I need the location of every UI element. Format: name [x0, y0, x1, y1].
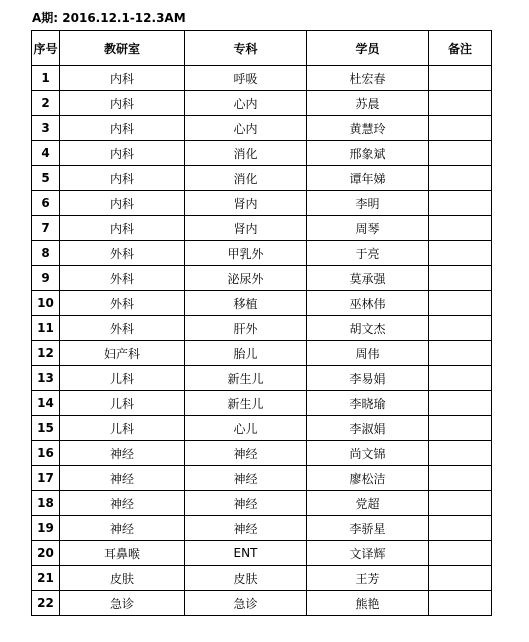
- seq-cell: 12: [32, 341, 60, 366]
- specialty-cell: 心内: [185, 116, 307, 141]
- table-row: [32, 266, 492, 291]
- seq-cell: 18: [32, 491, 60, 516]
- student-cell: 于亮: [307, 241, 429, 266]
- office-cell: 内科: [60, 216, 185, 241]
- remark-cell: [429, 416, 492, 441]
- seq-cell: 20: [32, 541, 60, 566]
- remark-cell: [429, 466, 492, 491]
- specialty-cell: 泌尿外: [185, 266, 307, 291]
- remark-cell: [429, 216, 492, 241]
- table-row: [32, 141, 492, 166]
- seq-cell: 11: [32, 316, 60, 341]
- student-cell: 巫林伟: [307, 291, 429, 316]
- office-cell: 外科: [60, 241, 185, 266]
- table-row: [32, 241, 492, 266]
- table-row: [32, 566, 492, 591]
- remark-cell: [429, 316, 492, 341]
- specialty-cell: 皮肤: [185, 566, 307, 591]
- student-cell: 杜宏春: [307, 66, 429, 91]
- remark-cell: [429, 241, 492, 266]
- student-cell: 党超: [307, 491, 429, 516]
- office-cell: 内科: [60, 116, 185, 141]
- roster-body: [32, 66, 492, 616]
- specialty-cell: ENT: [185, 541, 307, 566]
- office-cell: 急诊: [60, 591, 185, 616]
- table-row: [32, 116, 492, 141]
- specialty-cell: 肾内: [185, 191, 307, 216]
- remark-cell: [429, 91, 492, 116]
- specialty-cell: 心儿: [185, 416, 307, 441]
- office-cell: 儿科: [60, 366, 185, 391]
- remark-cell: [429, 566, 492, 591]
- specialty-cell: 新生儿: [185, 391, 307, 416]
- office-cell: 外科: [60, 266, 185, 291]
- specialty-cell: 急诊: [185, 591, 307, 616]
- specialty-cell: 呼吸: [185, 66, 307, 91]
- student-cell: 李明: [307, 191, 429, 216]
- seq-cell: 8: [32, 241, 60, 266]
- seq-cell: 17: [32, 466, 60, 491]
- column-header-student: 学员: [307, 31, 429, 66]
- table-row: [32, 391, 492, 416]
- specialty-cell: 胎儿: [185, 341, 307, 366]
- seq-cell: 22: [32, 591, 60, 616]
- office-cell: 内科: [60, 166, 185, 191]
- specialty-cell: 神经: [185, 441, 307, 466]
- office-cell: 儿科: [60, 391, 185, 416]
- student-cell: 谭年娣: [307, 166, 429, 191]
- specialty-cell: 心内: [185, 91, 307, 116]
- remark-cell: [429, 291, 492, 316]
- student-cell: 李骄星: [307, 516, 429, 541]
- student-cell: 邢象斌: [307, 141, 429, 166]
- table-row: [32, 66, 492, 91]
- table-row: [32, 591, 492, 616]
- remark-cell: [429, 116, 492, 141]
- remark-cell: [429, 191, 492, 216]
- specialty-cell: 移植: [185, 291, 307, 316]
- table-row: [32, 541, 492, 566]
- specialty-cell: 神经: [185, 516, 307, 541]
- specialty-cell: 甲乳外: [185, 241, 307, 266]
- student-cell: 黄慧玲: [307, 116, 429, 141]
- seq-cell: 10: [32, 291, 60, 316]
- student-cell: 文译辉: [307, 541, 429, 566]
- student-cell: 李晓瑜: [307, 391, 429, 416]
- specialty-cell: 神经: [185, 491, 307, 516]
- seq-cell: 7: [32, 216, 60, 241]
- seq-cell: 9: [32, 266, 60, 291]
- student-cell: 苏晨: [307, 91, 429, 116]
- student-cell: 李易娟: [307, 366, 429, 391]
- office-cell: 儿科: [60, 416, 185, 441]
- remark-cell: [429, 491, 492, 516]
- remark-cell: [429, 541, 492, 566]
- remark-cell: [429, 66, 492, 91]
- table-row: [32, 166, 492, 191]
- student-cell: 李淑娟: [307, 416, 429, 441]
- table-row: [32, 466, 492, 491]
- session-heading: A期: 2016.12.1-12.3AM: [32, 11, 186, 25]
- column-header-office: 教研室: [60, 31, 185, 66]
- table-row: [32, 191, 492, 216]
- student-cell: 尚文锦: [307, 441, 429, 466]
- office-cell: 外科: [60, 291, 185, 316]
- seq-cell: 1: [32, 66, 60, 91]
- table-row: [32, 291, 492, 316]
- office-cell: 内科: [60, 66, 185, 91]
- remark-cell: [429, 591, 492, 616]
- office-cell: 皮肤: [60, 566, 185, 591]
- seq-cell: 16: [32, 441, 60, 466]
- office-cell: 内科: [60, 141, 185, 166]
- office-cell: 神经: [60, 516, 185, 541]
- specialty-cell: 新生儿: [185, 366, 307, 391]
- table-row: [32, 216, 492, 241]
- office-cell: 神经: [60, 491, 185, 516]
- specialty-cell: 肝外: [185, 316, 307, 341]
- column-header-seq: 序号: [32, 31, 60, 66]
- office-cell: 耳鼻喉: [60, 541, 185, 566]
- seq-cell: 21: [32, 566, 60, 591]
- student-cell: 胡文杰: [307, 316, 429, 341]
- specialty-cell: 肾内: [185, 216, 307, 241]
- student-cell: 周琴: [307, 216, 429, 241]
- remark-cell: [429, 441, 492, 466]
- office-cell: 妇产科: [60, 341, 185, 366]
- table-row: [32, 316, 492, 341]
- remark-cell: [429, 366, 492, 391]
- column-header-specialty: 专科: [185, 31, 307, 66]
- table-row: [32, 416, 492, 441]
- student-cell: 熊艳: [307, 591, 429, 616]
- student-cell: 莫承强: [307, 266, 429, 291]
- seq-cell: 14: [32, 391, 60, 416]
- roster-table: [31, 30, 492, 616]
- seq-cell: 15: [32, 416, 60, 441]
- office-cell: 神经: [60, 441, 185, 466]
- office-cell: 神经: [60, 466, 185, 491]
- table-row: [32, 341, 492, 366]
- table-row: [32, 516, 492, 541]
- office-cell: 内科: [60, 91, 185, 116]
- seq-cell: 5: [32, 166, 60, 191]
- remark-cell: [429, 391, 492, 416]
- header-row: [32, 31, 492, 66]
- remark-cell: [429, 166, 492, 191]
- seq-cell: 13: [32, 366, 60, 391]
- table-row: [32, 491, 492, 516]
- seq-cell: 2: [32, 91, 60, 116]
- remark-cell: [429, 516, 492, 541]
- column-header-remark: 备注: [429, 31, 492, 66]
- office-cell: 外科: [60, 316, 185, 341]
- office-cell: 内科: [60, 191, 185, 216]
- seq-cell: 19: [32, 516, 60, 541]
- seq-cell: 6: [32, 191, 60, 216]
- specialty-cell: 消化: [185, 166, 307, 191]
- specialty-cell: 消化: [185, 141, 307, 166]
- seq-cell: 4: [32, 141, 60, 166]
- student-cell: 王芳: [307, 566, 429, 591]
- table-row: [32, 441, 492, 466]
- remark-cell: [429, 141, 492, 166]
- remark-cell: [429, 266, 492, 291]
- remark-cell: [429, 341, 492, 366]
- table-row: [32, 366, 492, 391]
- student-cell: 廖松洁: [307, 466, 429, 491]
- specialty-cell: 神经: [185, 466, 307, 491]
- student-cell: 周伟: [307, 341, 429, 366]
- seq-cell: 3: [32, 116, 60, 141]
- table-row: [32, 91, 492, 116]
